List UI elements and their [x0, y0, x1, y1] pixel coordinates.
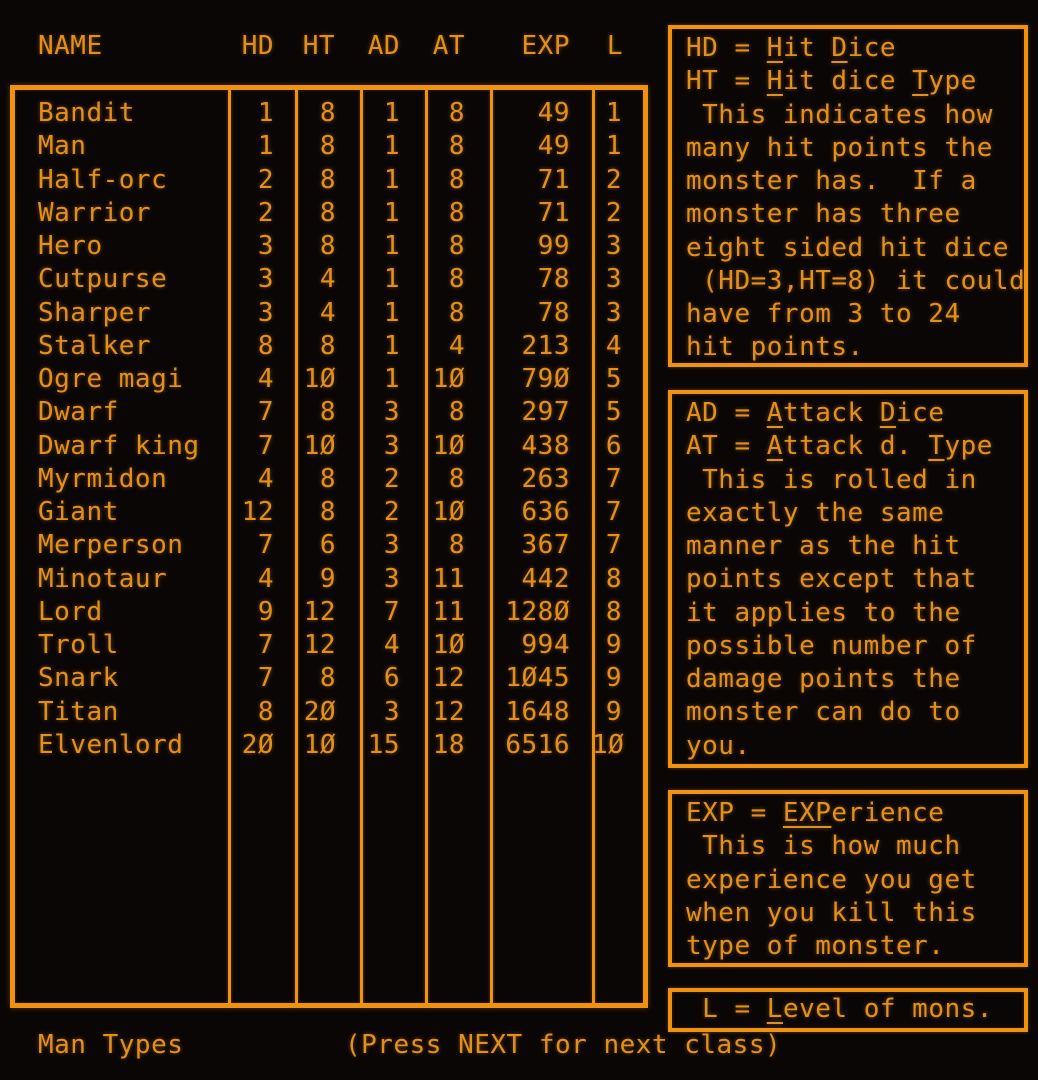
- info-box-exp: [668, 790, 1028, 967]
- monster-row: [15, 662, 643, 695]
- ad-cell: 1: [383, 364, 400, 394]
- exp-cell: 71: [537, 197, 570, 228]
- info-line: hit points.: [686, 332, 864, 363]
- monster-name-cell: Dwarf king: [38, 430, 200, 461]
- info-line: monster can do to: [686, 697, 961, 728]
- monster-name-cell: Dwarf: [38, 397, 119, 428]
- monster-name-cell: Elvenlord: [38, 729, 184, 760]
- info-line: EXP = EXPerience: [686, 798, 945, 828]
- level-cell: 7: [605, 530, 622, 561]
- info-line: damage points the: [686, 664, 961, 694]
- level-cell: 8: [605, 596, 622, 627]
- exp-cell: 1648: [505, 696, 570, 727]
- at-cell: 12: [432, 696, 465, 727]
- hd-cell: 4: [257, 463, 274, 494]
- at-cell: 4: [448, 330, 465, 361]
- info-line: HD = Hit Dice: [686, 33, 897, 63]
- exp-cell: 71: [537, 164, 570, 195]
- info-line: This is rolled in: [686, 464, 977, 495]
- level-cell: 1: [605, 98, 622, 128]
- level-cell: 3: [605, 231, 622, 261]
- level-cell: 1: [605, 131, 622, 162]
- ht-cell: 8: [319, 463, 336, 494]
- monster-rows: [15, 97, 643, 762]
- hd-cell: 2Ø: [241, 729, 274, 760]
- ht-cell: 8: [319, 330, 336, 361]
- exp-cell: 297: [521, 397, 570, 428]
- exp-cell: 442: [521, 563, 570, 594]
- hd-cell: 3: [257, 297, 274, 328]
- ht-cell: 2Ø: [303, 696, 336, 727]
- monster-name-cell: Stalker: [38, 330, 152, 361]
- info-line: L = Level of mons.: [686, 994, 993, 1024]
- ht-cell: 8: [319, 397, 336, 428]
- at-cell: 8: [448, 463, 465, 494]
- info-line: AT = Attack d. Type: [686, 431, 993, 462]
- at-cell: 8: [448, 231, 465, 261]
- info-line: AD = Attack Dice: [686, 398, 945, 428]
- info-line: HT = Hit dice Type: [686, 66, 977, 97]
- at-cell: 8: [448, 164, 465, 195]
- class-name-label: Man Types: [38, 1030, 184, 1060]
- info-line: possible number of: [686, 630, 977, 661]
- column-header-l: L: [606, 31, 623, 61]
- info-line: you.: [686, 730, 751, 761]
- ad-cell: 3: [383, 397, 400, 428]
- level-cell: 5: [605, 397, 622, 428]
- at-cell: 8: [448, 397, 465, 428]
- ad-cell: 1: [383, 164, 400, 195]
- monster-name-cell: Warrior: [38, 197, 152, 228]
- monster-row: [15, 729, 643, 762]
- column-header-ad: AD: [367, 31, 400, 61]
- exp-cell: 1Ø45: [505, 663, 570, 694]
- hd-cell: 3: [257, 264, 274, 295]
- info-line: monster has. If a: [686, 166, 977, 196]
- at-cell: 18: [432, 729, 465, 760]
- monster-row: [15, 463, 643, 496]
- monster-name-cell: Snark: [38, 663, 119, 694]
- exp-cell: 367: [521, 530, 570, 561]
- hd-cell: 8: [257, 696, 274, 727]
- info-line: many hit points the: [686, 132, 993, 163]
- monster-row: [15, 363, 643, 396]
- ht-cell: 12: [303, 630, 336, 660]
- level-cell: 8: [605, 563, 622, 594]
- hd-cell: 3: [257, 231, 274, 261]
- ht-cell: 1Ø: [303, 729, 336, 760]
- hd-cell: 12: [241, 497, 274, 527]
- monster-name-cell: Cutpurse: [38, 264, 168, 295]
- info-line: type of monster.: [686, 931, 945, 961]
- press-next-hint: (Press NEXT for next class): [345, 1030, 782, 1060]
- ht-cell: 8: [319, 98, 336, 128]
- monster-row: [15, 230, 643, 263]
- ht-cell: 1Ø: [303, 364, 336, 394]
- info-line: it applies to the: [686, 597, 961, 628]
- exp-cell: 99: [537, 231, 570, 261]
- monster-row: [15, 629, 643, 662]
- info-box-hd-ht: [668, 25, 1028, 367]
- ht-cell: 8: [319, 164, 336, 195]
- monster-row: [15, 330, 643, 363]
- column-header-at: AT: [432, 31, 465, 61]
- info-line: points except that: [686, 564, 977, 595]
- ad-cell: 3: [383, 696, 400, 727]
- hd-cell: 9: [257, 596, 274, 627]
- exp-cell: 438: [521, 430, 570, 461]
- ad-cell: 2: [383, 463, 400, 494]
- at-cell: 1Ø: [432, 364, 465, 394]
- ht-cell: 8: [319, 663, 336, 694]
- exp-cell: 49: [537, 98, 570, 128]
- ad-cell: 1: [383, 330, 400, 361]
- info-line: when you kill this: [686, 897, 977, 928]
- ad-cell: 1: [383, 98, 400, 128]
- ht-cell: 1Ø: [303, 430, 336, 461]
- monster-name-cell: Troll: [38, 630, 119, 660]
- ad-cell: 3: [383, 563, 400, 594]
- monster-row: [15, 563, 643, 596]
- hd-cell: 7: [257, 530, 274, 561]
- level-cell: 3: [605, 297, 622, 328]
- level-cell: 9: [605, 696, 622, 727]
- ht-cell: 8: [319, 131, 336, 162]
- monster-name-cell: Merperson: [38, 530, 184, 561]
- ad-cell: 1: [383, 231, 400, 261]
- at-cell: 8: [448, 98, 465, 128]
- ht-cell: 8: [319, 197, 336, 228]
- monster-name-cell: Giant: [38, 497, 119, 527]
- at-cell: 1Ø: [432, 630, 465, 660]
- hd-cell: 7: [257, 397, 274, 428]
- monster-row: [15, 130, 643, 163]
- level-cell: 1Ø: [592, 729, 625, 760]
- ht-cell: 4: [319, 264, 336, 295]
- monster-row: [15, 164, 643, 197]
- monster-row: [15, 263, 643, 296]
- at-cell: 8: [448, 197, 465, 228]
- level-cell: 9: [605, 630, 622, 660]
- monster-name-cell: Lord: [38, 596, 103, 627]
- hd-cell: 2: [257, 164, 274, 195]
- at-cell: 8: [448, 131, 465, 162]
- ad-cell: 3: [383, 530, 400, 561]
- level-cell: 2: [605, 197, 622, 228]
- info-line: This indicates how: [686, 99, 993, 130]
- monster-name-cell: Titan: [38, 696, 119, 727]
- level-cell: 7: [605, 497, 622, 527]
- hd-cell: 7: [257, 430, 274, 461]
- at-cell: 11: [432, 563, 465, 594]
- hd-cell: 7: [257, 663, 274, 694]
- hd-cell: 8: [257, 330, 274, 361]
- monster-row: [15, 197, 643, 230]
- hd-cell: 4: [257, 563, 274, 594]
- ht-cell: 9: [319, 563, 336, 594]
- monster-row: [15, 496, 643, 529]
- hd-cell: 2: [257, 197, 274, 228]
- ad-cell: 7: [383, 596, 400, 627]
- info-line: (HD=3,HT=8) it could: [686, 265, 1026, 296]
- ht-cell: 8: [319, 497, 336, 527]
- level-cell: 6: [605, 430, 622, 461]
- ht-cell: 8: [319, 231, 336, 261]
- hd-cell: 7: [257, 630, 274, 660]
- hd-cell: 1: [257, 98, 274, 128]
- exp-cell: 49: [537, 131, 570, 162]
- at-cell: 8: [448, 530, 465, 561]
- ad-cell: 6: [383, 663, 400, 694]
- column-header-name: NAME: [38, 31, 103, 61]
- monster-name-cell: Sharper: [38, 297, 152, 328]
- ad-cell: 1: [383, 197, 400, 228]
- hd-cell: 4: [257, 364, 274, 394]
- monster-row: [15, 297, 643, 330]
- monster-name-cell: Man: [38, 131, 87, 162]
- monster-name-cell: Bandit: [38, 98, 135, 128]
- exp-cell: 79Ø: [521, 364, 570, 394]
- ad-cell: 2: [383, 497, 400, 527]
- level-cell: 4: [605, 330, 622, 361]
- table-header-row: [10, 30, 648, 64]
- exp-cell: 78: [537, 264, 570, 295]
- info-line: experience you get: [686, 864, 977, 895]
- at-cell: 8: [448, 264, 465, 295]
- ht-cell: 12: [303, 596, 336, 627]
- at-cell: 1Ø: [432, 497, 465, 527]
- exp-cell: 263: [521, 463, 570, 494]
- monster-name-cell: Myrmidon: [38, 463, 168, 494]
- info-box-level: [668, 988, 1028, 1032]
- monster-name-cell: Ogre magi: [38, 364, 184, 394]
- exp-cell: 636: [521, 497, 570, 527]
- info-box-ad-at: [668, 390, 1028, 768]
- monster-row: [15, 696, 643, 729]
- monster-row: [15, 430, 643, 463]
- info-line: manner as the hit: [686, 531, 961, 561]
- monster-name-cell: Half-orc: [38, 164, 168, 195]
- level-cell: 7: [605, 463, 622, 494]
- at-cell: 1Ø: [432, 430, 465, 461]
- ht-cell: 6: [319, 530, 336, 561]
- monster-row: [15, 596, 643, 629]
- exp-cell: 213: [521, 330, 570, 361]
- monster-row: [15, 97, 643, 130]
- exp-cell: 6516: [505, 729, 570, 760]
- level-cell: 3: [605, 264, 622, 295]
- ad-cell: 1: [383, 264, 400, 295]
- ad-cell: 1: [383, 131, 400, 162]
- hd-cell: 1: [257, 131, 274, 162]
- monster-table: [10, 85, 648, 1008]
- info-line: This is how much: [686, 831, 961, 862]
- at-cell: 11: [432, 596, 465, 627]
- column-header-ht: HT: [302, 31, 335, 61]
- column-header-hd: HD: [241, 31, 274, 61]
- level-cell: 5: [605, 364, 622, 394]
- info-line: monster has three: [686, 199, 961, 230]
- ad-cell: 1: [383, 297, 400, 328]
- at-cell: 12: [432, 663, 465, 694]
- ad-cell: 4: [383, 630, 400, 660]
- monster-row: [15, 396, 643, 429]
- ad-cell: 15: [367, 729, 400, 760]
- level-cell: 2: [605, 164, 622, 195]
- column-header-exp: EXP: [521, 31, 570, 61]
- info-line: exactly the same: [686, 497, 945, 528]
- info-line: eight sided hit dice: [686, 232, 1010, 263]
- monster-name-cell: Hero: [38, 231, 103, 261]
- exp-cell: 78: [537, 297, 570, 328]
- info-line: have from 3 to 24: [686, 299, 961, 329]
- monster-row: [15, 529, 643, 562]
- ht-cell: 4: [319, 297, 336, 328]
- exp-cell: 994: [521, 630, 570, 660]
- at-cell: 8: [448, 297, 465, 328]
- monster-name-cell: Minotaur: [38, 563, 168, 594]
- ad-cell: 3: [383, 430, 400, 461]
- level-cell: 9: [605, 663, 622, 694]
- exp-cell: 128Ø: [505, 596, 570, 627]
